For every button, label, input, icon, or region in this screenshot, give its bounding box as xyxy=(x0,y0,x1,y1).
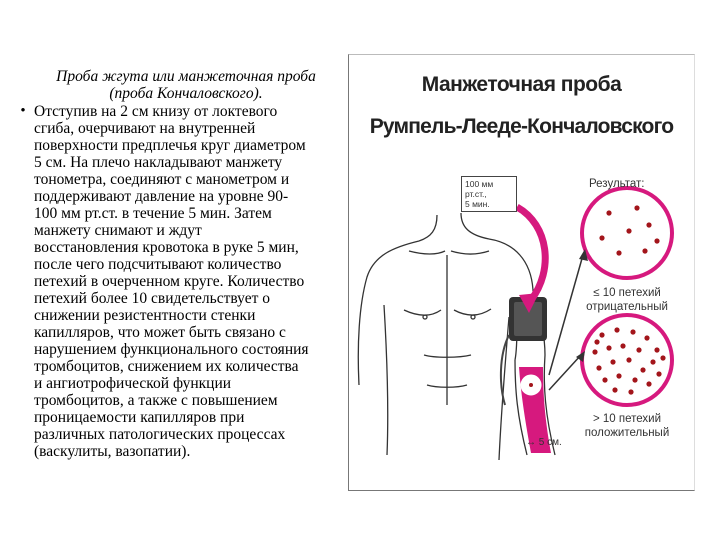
title-line-1: Проба жгута или манжеточная проба xyxy=(56,68,316,85)
petechia-dot xyxy=(656,371,661,376)
slide-title xyxy=(20,68,352,102)
chest-left xyxy=(404,310,441,315)
title-line-2: (проба Кончаловского). xyxy=(109,85,263,102)
petechia-dot xyxy=(599,332,604,337)
petechia-dot xyxy=(594,339,599,344)
pressure-callout: 100 мм рт.ст., 5 мин. xyxy=(461,176,517,212)
petechia-dot xyxy=(614,327,619,332)
petechia-dot xyxy=(606,210,611,215)
figure-title-line-1: Манжеточная проба xyxy=(421,73,622,96)
distance-label: ↔ 5 см. xyxy=(526,437,562,448)
petechia-dot xyxy=(596,365,601,370)
chest-right xyxy=(454,309,491,315)
pressure-arrow xyxy=(517,207,545,300)
bullet-marker: • xyxy=(20,103,26,119)
petechia-dot xyxy=(620,343,625,348)
petechia-dot xyxy=(628,389,633,394)
neck-right xyxy=(461,213,489,239)
petechia-dot xyxy=(654,347,659,352)
petechia-dot xyxy=(646,222,651,227)
petechia-dot xyxy=(642,248,647,253)
petechia-dot xyxy=(599,235,604,240)
illustration-panel xyxy=(348,54,695,491)
nipple-left xyxy=(423,315,427,319)
positive-result-label: > 10 петехий положительный xyxy=(584,413,670,439)
petechia-dot xyxy=(650,359,655,364)
petechia-dot xyxy=(654,238,659,243)
result-negative-circle xyxy=(582,188,672,278)
neck-left xyxy=(419,215,437,241)
torso-left-side xyxy=(384,305,388,455)
marked-circle-dot xyxy=(529,383,533,387)
negative-result-label: ≤ 10 петехий отрицательный xyxy=(586,287,668,313)
petechia-dot xyxy=(640,367,645,372)
petechia-dot xyxy=(636,347,641,352)
petechia-dot xyxy=(610,359,615,364)
clavicle-right xyxy=(451,251,489,254)
petechia-dot xyxy=(660,355,665,360)
petechia-dot xyxy=(630,329,635,334)
petechia-dot xyxy=(606,345,611,350)
bullet-item xyxy=(12,103,352,460)
petechia-dot xyxy=(632,377,637,382)
bullet-text: Отступив на 2 см книзу от локтевого сгиба, очерчивают на внутренней поверхности предплечья круг диаметром 5 см. На плечо накладывают манжету тонометра, соединяют с манометром и поддерживают давление на уровне 90- 100 мм рт.ст. в течение 5 мин. Затем манжету снимают и ждут восстановления кровотока в руке 5 мин, после чего подсчитывают количество петехий в очерченном круге. Количество петехий более 10 свидетельствует о снижении резистентности стенки капилляров, что может быть связано с нарушением функционального состояния тромбоцитов, снижением их количества и ангиотрофической функции тромбоцитов, а также с повышением проницаемости капилляров при различных патологических процессах (васкулиты, вазопатии). xyxy=(34,103,309,460)
petechia-dot xyxy=(626,228,631,233)
petechia-dot xyxy=(616,250,621,255)
petechia-dot xyxy=(602,377,607,382)
petechia-dot xyxy=(592,349,597,354)
petechia-dot xyxy=(646,381,651,386)
nipple-right xyxy=(471,315,475,319)
text-column xyxy=(12,68,352,460)
result-label: Результат: xyxy=(589,178,645,190)
petechia-dot xyxy=(644,335,649,340)
petechia-dot xyxy=(634,205,639,210)
torso-illustration xyxy=(358,213,533,460)
petechia-dot xyxy=(616,373,621,378)
petechia-dot xyxy=(626,357,631,362)
petechia-dot xyxy=(612,387,617,392)
figure-title-line-2: Румпель-Лееде-Кончаловского xyxy=(369,115,674,138)
clavicle-left xyxy=(409,251,445,254)
